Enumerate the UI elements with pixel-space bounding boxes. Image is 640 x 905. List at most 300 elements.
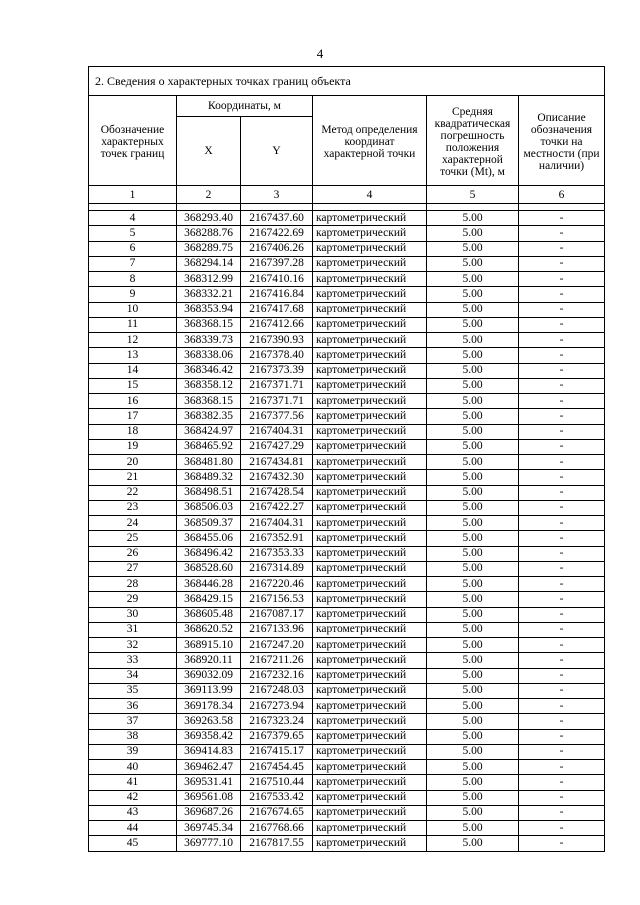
- point-number-cell: 5: [89, 226, 177, 241]
- description-cell: -: [519, 287, 605, 302]
- table-row: [89, 302, 605, 317]
- point-number-cell: 16: [89, 394, 177, 409]
- error-cell: 5.00: [427, 394, 519, 409]
- method-cell: картометрический: [313, 683, 427, 698]
- y-coordinate-cell: 2167379.65: [241, 729, 313, 744]
- method-cell: картометрический: [313, 516, 427, 531]
- method-cell: картометрический: [313, 668, 427, 683]
- point-number-cell: 35: [89, 683, 177, 698]
- method-cell: картометрический: [313, 775, 427, 790]
- error-cell: 5.00: [427, 348, 519, 363]
- point-number-cell: 20: [89, 455, 177, 470]
- point-number-cell: 11: [89, 317, 177, 332]
- header-error: Средняя квадратическая погрешность положения характерной точки (Mt), м: [427, 96, 519, 186]
- point-number-cell: 24: [89, 516, 177, 531]
- error-cell: 5.00: [427, 592, 519, 607]
- x-coordinate-cell: 368288.76: [177, 226, 241, 241]
- point-number-cell: 13: [89, 348, 177, 363]
- description-cell: -: [519, 256, 605, 271]
- table-row: [89, 363, 605, 378]
- y-coordinate-cell: 2167416.84: [241, 287, 313, 302]
- method-cell: картометрический: [313, 607, 427, 622]
- method-cell: картометрический: [313, 470, 427, 485]
- method-cell: картометрический: [313, 348, 427, 363]
- description-cell: -: [519, 378, 605, 393]
- page-number: 4: [316, 46, 324, 61]
- method-cell: картометрический: [313, 653, 427, 668]
- point-number-cell: 25: [89, 531, 177, 546]
- point-number-cell: 17: [89, 409, 177, 424]
- description-cell: -: [519, 790, 605, 805]
- method-cell: картометрический: [313, 333, 427, 348]
- x-coordinate-cell: 369531.41: [177, 775, 241, 790]
- method-cell: картометрический: [313, 424, 427, 439]
- y-coordinate-cell: 2167087.17: [241, 607, 313, 622]
- method-cell: картометрический: [313, 378, 427, 393]
- x-coordinate-cell: 368346.42: [177, 363, 241, 378]
- error-cell: 5.00: [427, 226, 519, 241]
- point-number-cell: 44: [89, 821, 177, 836]
- point-number-cell: 34: [89, 668, 177, 683]
- header-method: Метод определения координат характерной точки: [313, 96, 427, 186]
- x-coordinate-cell: 368293.40: [177, 211, 241, 226]
- header-x: X: [177, 117, 241, 186]
- point-number-cell: 21: [89, 470, 177, 485]
- table-row: [89, 607, 605, 622]
- y-coordinate-cell: 2167133.96: [241, 622, 313, 637]
- description-cell: -: [519, 729, 605, 744]
- x-coordinate-cell: 369113.99: [177, 683, 241, 698]
- table-row: [89, 256, 605, 271]
- method-cell: картометрический: [313, 577, 427, 592]
- error-cell: 5.00: [427, 683, 519, 698]
- description-cell: -: [519, 546, 605, 561]
- table-row: [89, 317, 605, 332]
- description-cell: -: [519, 638, 605, 653]
- table-row: [89, 394, 605, 409]
- y-coordinate-cell: 2167390.93: [241, 333, 313, 348]
- point-number-cell: 18: [89, 424, 177, 439]
- y-coordinate-cell: 2167377.56: [241, 409, 313, 424]
- table-row: [89, 790, 605, 805]
- method-cell: картометрический: [313, 531, 427, 546]
- table-row: [89, 500, 605, 515]
- x-coordinate-cell: 369178.34: [177, 699, 241, 714]
- error-cell: 5.00: [427, 470, 519, 485]
- description-cell: -: [519, 302, 605, 317]
- point-number-cell: 43: [89, 805, 177, 820]
- y-coordinate-cell: 2167232.16: [241, 668, 313, 683]
- x-coordinate-cell: 369263.58: [177, 714, 241, 729]
- table-row: [89, 821, 605, 836]
- x-coordinate-cell: 369414.83: [177, 744, 241, 759]
- x-coordinate-cell: 369032.09: [177, 668, 241, 683]
- y-coordinate-cell: 2167314.89: [241, 561, 313, 576]
- description-cell: -: [519, 561, 605, 576]
- y-coordinate-cell: 2167156.53: [241, 592, 313, 607]
- method-cell: картометрический: [313, 714, 427, 729]
- x-coordinate-cell: 368915.10: [177, 638, 241, 653]
- description-cell: -: [519, 241, 605, 256]
- description-cell: -: [519, 592, 605, 607]
- method-cell: картометрический: [313, 241, 427, 256]
- y-coordinate-cell: 2167422.27: [241, 500, 313, 515]
- point-number-cell: 8: [89, 272, 177, 287]
- method-cell: картометрический: [313, 638, 427, 653]
- error-cell: 5.00: [427, 317, 519, 332]
- description-cell: -: [519, 668, 605, 683]
- method-cell: картометрический: [313, 317, 427, 332]
- method-cell: картометрический: [313, 287, 427, 302]
- error-cell: 5.00: [427, 333, 519, 348]
- point-number-cell: 36: [89, 699, 177, 714]
- x-coordinate-cell: 368289.75: [177, 241, 241, 256]
- section-title: 2. Сведения о характерных точках границ объекта: [89, 67, 605, 96]
- column-number: 2: [177, 186, 241, 204]
- method-cell: картометрический: [313, 211, 427, 226]
- description-cell: -: [519, 500, 605, 515]
- x-coordinate-cell: 368332.21: [177, 287, 241, 302]
- table-row: [89, 287, 605, 302]
- y-coordinate-cell: 2167817.55: [241, 836, 313, 851]
- description-cell: -: [519, 333, 605, 348]
- point-number-cell: 27: [89, 561, 177, 576]
- point-number-cell: 41: [89, 775, 177, 790]
- point-number-cell: 37: [89, 714, 177, 729]
- description-cell: -: [519, 607, 605, 622]
- table-row: [89, 836, 605, 851]
- point-number-cell: 14: [89, 363, 177, 378]
- method-cell: картометрический: [313, 592, 427, 607]
- error-cell: 5.00: [427, 241, 519, 256]
- header-description: Описание обозначения точки на местности (при наличии): [519, 96, 605, 186]
- point-number-cell: 45: [89, 836, 177, 851]
- error-cell: 5.00: [427, 516, 519, 531]
- description-cell: -: [519, 439, 605, 454]
- error-cell: 5.00: [427, 287, 519, 302]
- point-number-cell: 6: [89, 241, 177, 256]
- description-cell: -: [519, 272, 605, 287]
- description-cell: -: [519, 577, 605, 592]
- table-row: [89, 226, 605, 241]
- x-coordinate-cell: 369358.42: [177, 729, 241, 744]
- x-coordinate-cell: 368489.32: [177, 470, 241, 485]
- point-number-cell: 26: [89, 546, 177, 561]
- error-cell: 5.00: [427, 439, 519, 454]
- table-row: [89, 561, 605, 576]
- point-number-cell: 22: [89, 485, 177, 500]
- column-number: 6: [519, 186, 605, 204]
- point-number-cell: 32: [89, 638, 177, 653]
- point-number-cell: 10: [89, 302, 177, 317]
- x-coordinate-cell: 368498.51: [177, 485, 241, 500]
- method-cell: картометрический: [313, 546, 427, 561]
- x-coordinate-cell: 369745.34: [177, 821, 241, 836]
- x-coordinate-cell: 368382.35: [177, 409, 241, 424]
- y-coordinate-cell: 2167247.20: [241, 638, 313, 653]
- header-point: Обозначение характерных точек границ: [89, 96, 177, 186]
- table-row: [89, 485, 605, 500]
- table-row: [89, 638, 605, 653]
- method-cell: картометрический: [313, 760, 427, 775]
- y-coordinate-cell: 2167397.28: [241, 256, 313, 271]
- x-coordinate-cell: 368312.99: [177, 272, 241, 287]
- description-cell: -: [519, 622, 605, 637]
- table-row: [89, 455, 605, 470]
- error-cell: 5.00: [427, 622, 519, 637]
- error-cell: 5.00: [427, 211, 519, 226]
- y-coordinate-cell: 2167406.26: [241, 241, 313, 256]
- description-cell: -: [519, 531, 605, 546]
- spacer-row: [89, 204, 605, 211]
- description-cell: -: [519, 485, 605, 500]
- x-coordinate-cell: 368455.06: [177, 531, 241, 546]
- table-row: [89, 805, 605, 820]
- error-cell: 5.00: [427, 577, 519, 592]
- x-coordinate-cell: 369561.08: [177, 790, 241, 805]
- description-cell: -: [519, 699, 605, 714]
- description-cell: -: [519, 775, 605, 790]
- table-row: [89, 531, 605, 546]
- table-row: [89, 470, 605, 485]
- x-coordinate-cell: 368620.52: [177, 622, 241, 637]
- x-coordinate-cell: 369777.10: [177, 836, 241, 851]
- y-coordinate-cell: 2167371.71: [241, 394, 313, 409]
- description-cell: -: [519, 394, 605, 409]
- description-cell: -: [519, 821, 605, 836]
- y-coordinate-cell: 2167454.45: [241, 760, 313, 775]
- header-coordinates: Координаты, м: [177, 96, 313, 117]
- y-coordinate-cell: 2167427.29: [241, 439, 313, 454]
- description-cell: -: [519, 363, 605, 378]
- x-coordinate-cell: 368446.28: [177, 577, 241, 592]
- table-row: [89, 424, 605, 439]
- error-cell: 5.00: [427, 805, 519, 820]
- table-row: [89, 744, 605, 759]
- point-number-cell: 29: [89, 592, 177, 607]
- description-cell: -: [519, 455, 605, 470]
- table-row: [89, 683, 605, 698]
- error-cell: 5.00: [427, 424, 519, 439]
- method-cell: картометрический: [313, 805, 427, 820]
- table-row: [89, 760, 605, 775]
- description-cell: -: [519, 348, 605, 363]
- error-cell: 5.00: [427, 256, 519, 271]
- y-coordinate-cell: 2167432.30: [241, 470, 313, 485]
- error-cell: 5.00: [427, 485, 519, 500]
- y-coordinate-cell: 2167434.81: [241, 455, 313, 470]
- y-coordinate-cell: 2167437.60: [241, 211, 313, 226]
- table-row: [89, 775, 605, 790]
- error-cell: 5.00: [427, 302, 519, 317]
- description-cell: -: [519, 714, 605, 729]
- y-coordinate-cell: 2167412.66: [241, 317, 313, 332]
- point-number-cell: 30: [89, 607, 177, 622]
- point-number-cell: 7: [89, 256, 177, 271]
- table-row: [89, 668, 605, 683]
- x-coordinate-cell: 368339.73: [177, 333, 241, 348]
- x-coordinate-cell: 368509.37: [177, 516, 241, 531]
- method-cell: картометрический: [313, 256, 427, 271]
- x-coordinate-cell: 368465.92: [177, 439, 241, 454]
- x-coordinate-cell: 368368.15: [177, 394, 241, 409]
- method-cell: картометрический: [313, 409, 427, 424]
- method-cell: картометрический: [313, 363, 427, 378]
- error-cell: 5.00: [427, 760, 519, 775]
- description-cell: -: [519, 653, 605, 668]
- point-number-cell: 39: [89, 744, 177, 759]
- error-cell: 5.00: [427, 561, 519, 576]
- method-cell: картометрический: [313, 302, 427, 317]
- point-number-cell: 23: [89, 500, 177, 515]
- method-cell: картометрический: [313, 455, 427, 470]
- y-coordinate-cell: 2167404.31: [241, 424, 313, 439]
- y-coordinate-cell: 2167674.65: [241, 805, 313, 820]
- y-coordinate-cell: 2167533.42: [241, 790, 313, 805]
- description-cell: -: [519, 317, 605, 332]
- method-cell: картометрический: [313, 500, 427, 515]
- method-cell: картометрический: [313, 561, 427, 576]
- table-row: [89, 592, 605, 607]
- y-coordinate-cell: 2167410.16: [241, 272, 313, 287]
- point-number-cell: 9: [89, 287, 177, 302]
- y-coordinate-cell: 2167417.68: [241, 302, 313, 317]
- y-coordinate-cell: 2167415.17: [241, 744, 313, 759]
- x-coordinate-cell: 368920.11: [177, 653, 241, 668]
- table-row: [89, 577, 605, 592]
- x-coordinate-cell: 368605.48: [177, 607, 241, 622]
- description-cell: -: [519, 409, 605, 424]
- x-coordinate-cell: 368294.14: [177, 256, 241, 271]
- y-coordinate-cell: 2167428.54: [241, 485, 313, 500]
- error-cell: 5.00: [427, 699, 519, 714]
- description-cell: -: [519, 760, 605, 775]
- table-row: [89, 699, 605, 714]
- error-cell: 5.00: [427, 638, 519, 653]
- error-cell: 5.00: [427, 531, 519, 546]
- y-coordinate-cell: 2167323.24: [241, 714, 313, 729]
- error-cell: 5.00: [427, 455, 519, 470]
- error-cell: 5.00: [427, 836, 519, 851]
- point-number-cell: 38: [89, 729, 177, 744]
- table-row: [89, 241, 605, 256]
- table-row: [89, 546, 605, 561]
- x-coordinate-cell: 368481.80: [177, 455, 241, 470]
- x-coordinate-cell: 369462.47: [177, 760, 241, 775]
- table-row: [89, 714, 605, 729]
- table-row: [89, 729, 605, 744]
- method-cell: картометрический: [313, 622, 427, 637]
- error-cell: 5.00: [427, 744, 519, 759]
- error-cell: 5.00: [427, 775, 519, 790]
- x-coordinate-cell: 368338.06: [177, 348, 241, 363]
- error-cell: 5.00: [427, 821, 519, 836]
- error-cell: 5.00: [427, 714, 519, 729]
- description-cell: -: [519, 226, 605, 241]
- point-number-cell: 31: [89, 622, 177, 637]
- table-row: [89, 272, 605, 287]
- x-coordinate-cell: 368353.94: [177, 302, 241, 317]
- y-coordinate-cell: 2167352.91: [241, 531, 313, 546]
- y-coordinate-cell: 2167373.39: [241, 363, 313, 378]
- error-cell: 5.00: [427, 363, 519, 378]
- error-cell: 5.00: [427, 378, 519, 393]
- error-cell: 5.00: [427, 790, 519, 805]
- description-cell: -: [519, 470, 605, 485]
- table-row: [89, 211, 605, 226]
- error-cell: 5.00: [427, 668, 519, 683]
- description-cell: -: [519, 805, 605, 820]
- method-cell: картометрический: [313, 226, 427, 241]
- method-cell: картометрический: [313, 485, 427, 500]
- error-cell: 5.00: [427, 500, 519, 515]
- error-cell: 5.00: [427, 546, 519, 561]
- point-number-cell: 12: [89, 333, 177, 348]
- error-cell: 5.00: [427, 729, 519, 744]
- method-cell: картометрический: [313, 699, 427, 714]
- x-coordinate-cell: 368496.42: [177, 546, 241, 561]
- y-coordinate-cell: 2167211.26: [241, 653, 313, 668]
- y-coordinate-cell: 2167371.71: [241, 378, 313, 393]
- method-cell: картометрический: [313, 729, 427, 744]
- method-cell: картометрический: [313, 439, 427, 454]
- table-row: [89, 348, 605, 363]
- point-number-cell: 42: [89, 790, 177, 805]
- table-row: [89, 516, 605, 531]
- table-row: [89, 622, 605, 637]
- point-number-cell: 4: [89, 211, 177, 226]
- table-row: [89, 333, 605, 348]
- y-coordinate-cell: 2167510.44: [241, 775, 313, 790]
- point-number-cell: 40: [89, 760, 177, 775]
- column-number: 1: [89, 186, 177, 204]
- y-coordinate-cell: 2167353.33: [241, 546, 313, 561]
- description-cell: -: [519, 683, 605, 698]
- column-number: 3: [241, 186, 313, 204]
- y-coordinate-cell: 2167422.69: [241, 226, 313, 241]
- error-cell: 5.00: [427, 409, 519, 424]
- description-cell: -: [519, 424, 605, 439]
- y-coordinate-cell: 2167220.46: [241, 577, 313, 592]
- x-coordinate-cell: 369687.26: [177, 805, 241, 820]
- x-coordinate-cell: 368368.15: [177, 317, 241, 332]
- description-cell: -: [519, 211, 605, 226]
- y-coordinate-cell: 2167378.40: [241, 348, 313, 363]
- y-coordinate-cell: 2167273.94: [241, 699, 313, 714]
- point-number-cell: 33: [89, 653, 177, 668]
- x-coordinate-cell: 368506.03: [177, 500, 241, 515]
- method-cell: картометрический: [313, 821, 427, 836]
- column-number: 4: [313, 186, 427, 204]
- description-cell: -: [519, 744, 605, 759]
- y-coordinate-cell: 2167248.03: [241, 683, 313, 698]
- point-number-cell: 28: [89, 577, 177, 592]
- table-row: [89, 439, 605, 454]
- method-cell: картометрический: [313, 744, 427, 759]
- method-cell: картометрический: [313, 394, 427, 409]
- error-cell: 5.00: [427, 272, 519, 287]
- point-number-cell: 15: [89, 378, 177, 393]
- column-number: 5: [427, 186, 519, 204]
- error-cell: 5.00: [427, 607, 519, 622]
- x-coordinate-cell: 368528.60: [177, 561, 241, 576]
- method-cell: картометрический: [313, 836, 427, 851]
- error-cell: 5.00: [427, 653, 519, 668]
- point-number-cell: 19: [89, 439, 177, 454]
- boundary-points-table: [88, 66, 605, 852]
- description-cell: -: [519, 516, 605, 531]
- x-coordinate-cell: 368424.97: [177, 424, 241, 439]
